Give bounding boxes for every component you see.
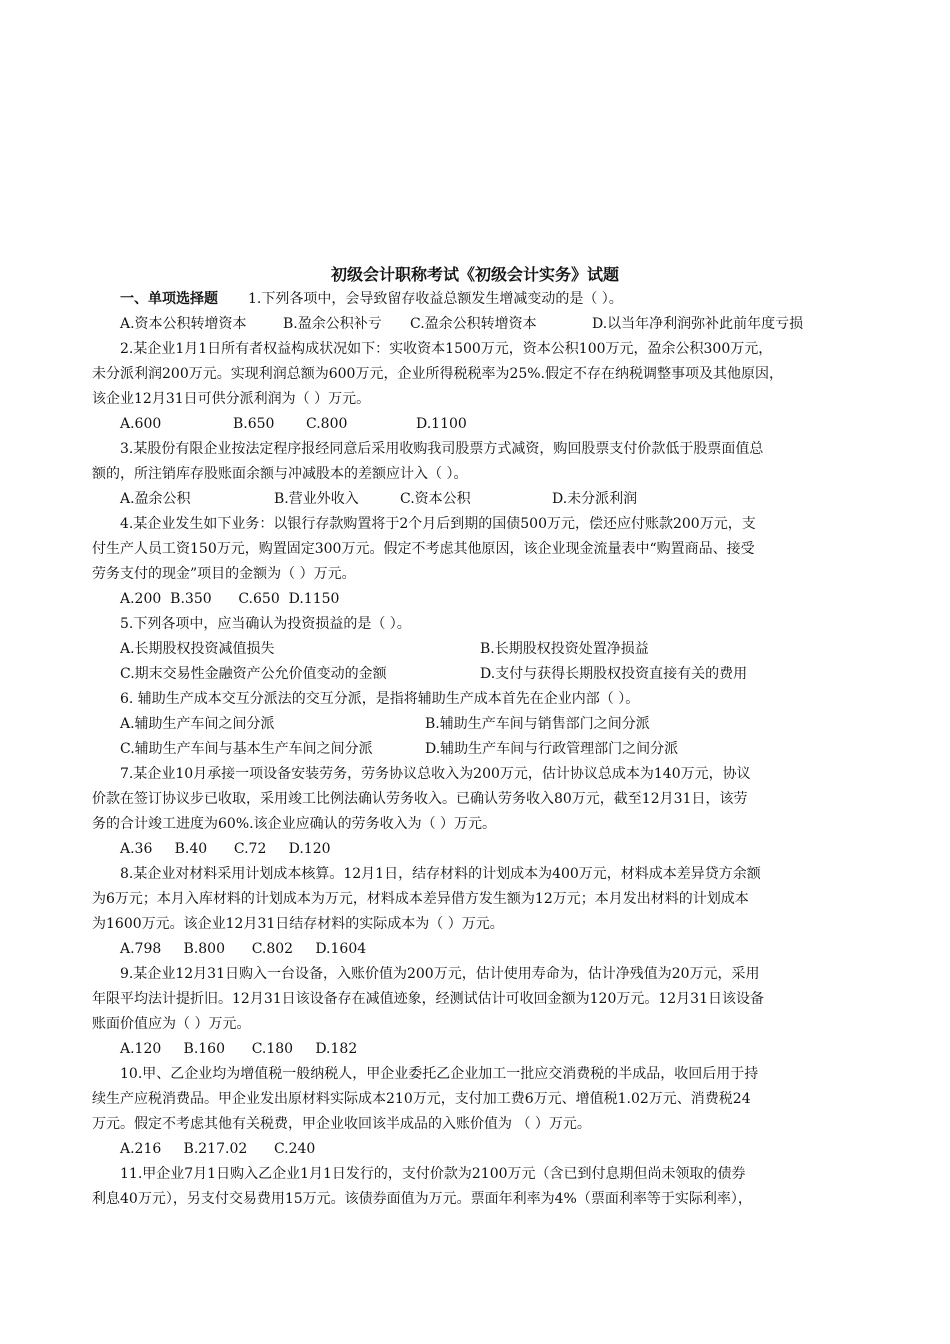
option-c: C.资本公积: [400, 491, 471, 507]
question-7-options: A.36 B.40 C.72 D.120: [120, 841, 331, 857]
question-1-stem: 一、单项选择题 1.下列各项中，会导致留存收益总额发生增减变动的是（ ）。: [120, 291, 623, 307]
question-2-line-2: 未分派利润200万元。实现利润总额为600万元，企业所得税税率为25%.假定不存在纳税调整事项及其他原因，: [92, 366, 784, 382]
option-d: D.1100: [416, 416, 467, 432]
option-d: D.辅助生产车间与行政管理部门之间分派: [425, 741, 679, 757]
option-d: D.以当年净利润弥补此前年度亏损: [592, 316, 804, 332]
question-6-stem: 6. 辅助生产成本交互分派法的交互分派，是指将辅助生产成本首先在企业内部（ ）。: [120, 691, 640, 707]
option-d: D.支付与获得长期股权投资直接有关的费用: [480, 666, 748, 682]
question-4-line-1: 4.某企业发生如下业务：以银行存款购置将于2个月后到期的国债500万元，偿还应付账款200万元，支: [120, 516, 756, 532]
option-c: C.期末交易性金融资产公允价值变动的金额: [120, 666, 387, 682]
option-b: B.长期股权投资处置净损益: [480, 641, 649, 657]
option-a: A.600: [120, 416, 162, 432]
question-5-stem: 5.下列各项中，应当确认为投资损益的是（ ）。: [120, 616, 411, 632]
question-10-options: A.216 B.217.02 C.240: [120, 1141, 316, 1157]
option-c: C.盈余公积转增资本: [410, 316, 537, 332]
option-a: A.盈余公积: [120, 491, 191, 507]
question-10-line-1: 10.甲、乙企业均为增值税一般纳税人，甲企业委托乙企业加工一批应交消费税的半成品，收回后用于持: [120, 1066, 759, 1082]
question-3-line-2: 额的，所注销库存股账面余额与冲减股本的差额应计入（ ）。: [92, 466, 468, 482]
question-3-line-1: 3.某股份有限企业按法定程序报经同意后采用收购我司股票方式减资，购回股票支付价款低于股票面值总: [120, 441, 764, 457]
question-7-line-3: 务的合计竣工进度为60%.该企业应确认的劳务收入为（ ）万元。: [92, 816, 497, 832]
option-c: C.辅助生产车间与基本生产车间之间分派: [120, 741, 373, 757]
option-c: C.800: [306, 416, 348, 432]
question-9-line-2: 年限平均法计提折旧。12月31日该设备存在减值迹象，经测试估计可收回金额为120万元。12月31日该设备: [92, 991, 764, 1007]
question-4-line-2: 付生产人员工资150万元，购置固定300万元。假定不考虑其他原因，该企业现金流量表中“购置商品、接受: [92, 541, 755, 557]
question-10-line-3: 万元。假定不考虑其他有关税费，甲企业收回该半成品的入账价值为 （ ）万元。: [92, 1116, 591, 1132]
option-a: A.辅助生产车间之间分派: [120, 716, 275, 732]
question-10-line-2: 续生产应税消费品。甲企业发出原材料实际成本210万元，支付加工费6万元、增值税1.02万元、消费税24: [92, 1091, 751, 1107]
section-heading: 一、单项选择题: [120, 291, 218, 307]
question-9-options: A.120 B.160 C.180 D.182: [120, 1041, 358, 1057]
option-b: B.盈余公积补亏: [283, 316, 382, 332]
question-7-line-1: 7.某企业10月承接一项设备安装劳务，劳务协议总收入为200万元，估计协议总成本为140万元，协议: [120, 766, 751, 782]
question-8-line-1: 8.某企业对材料采用计划成本核算。12月1日，结存材料的计划成本为400万元，材料成本差异贷方余额: [120, 866, 761, 882]
option-b: B.650: [233, 416, 275, 432]
option-b: B.辅助生产车间与销售部门之间分派: [425, 716, 650, 732]
question-4-line-3: 劳务支付的现金”项目的金额为（ ）万元。: [92, 566, 356, 582]
question-8-options: A.798 B.800 C.802 D.1604: [120, 941, 367, 957]
question-4-options: A.200 B.350 C.650 D.1150: [120, 591, 340, 607]
document-title: 初级会计职称考试《初级会计实务》试题: [330, 265, 619, 284]
question-8-line-2: 为6万元；本月入库材料的计划成本为万元，材料成本差异借方发生额为12万元；本月发出材料的计划成本: [92, 891, 749, 907]
question-9-line-3: 账面价值应为（ ）万元。: [92, 1016, 251, 1032]
question-2-line-3: 该企业12月31日可供分派利润为（ ）万元。: [92, 391, 371, 407]
option-d: D.未分派利润: [552, 491, 638, 507]
question-2-line-1: 2.某企业1月1日所有者权益构成状况如下：实收资本1500万元，资本公积100万元，盈余公积300万元，: [120, 341, 773, 357]
option-a: A.长期股权投资减值损失: [120, 641, 275, 657]
question-9-line-1: 9.某企业12月31日购入一台设备，入账价值为200万元，估计使用寿命为，估计净残值为20万元，采用: [120, 966, 760, 982]
option-b: B.营业外收入: [274, 491, 359, 507]
question-11-line-1: 11.甲企业7月1日购入乙企业1月1日发行的，支付价款为2100万元（含已到付息期但尚未领取的债券: [120, 1166, 746, 1182]
question-7-line-2: 价款在签订协议步已收取，采用竣工比例法确认劳务收入。已确认劳务收入80万元，截至12月31日，该劳: [92, 791, 748, 807]
question-8-line-3: 为1600万元。该企业12月31日结存材料的实际成本为（ ）万元。: [92, 916, 504, 932]
question-11-line-2: 利息40万元），另支付交易费用15万元。该债券面值为万元。票面年利率为4%（票面利率等于实际利率），: [92, 1191, 752, 1207]
option-a: A.资本公积转增资本: [120, 316, 247, 332]
